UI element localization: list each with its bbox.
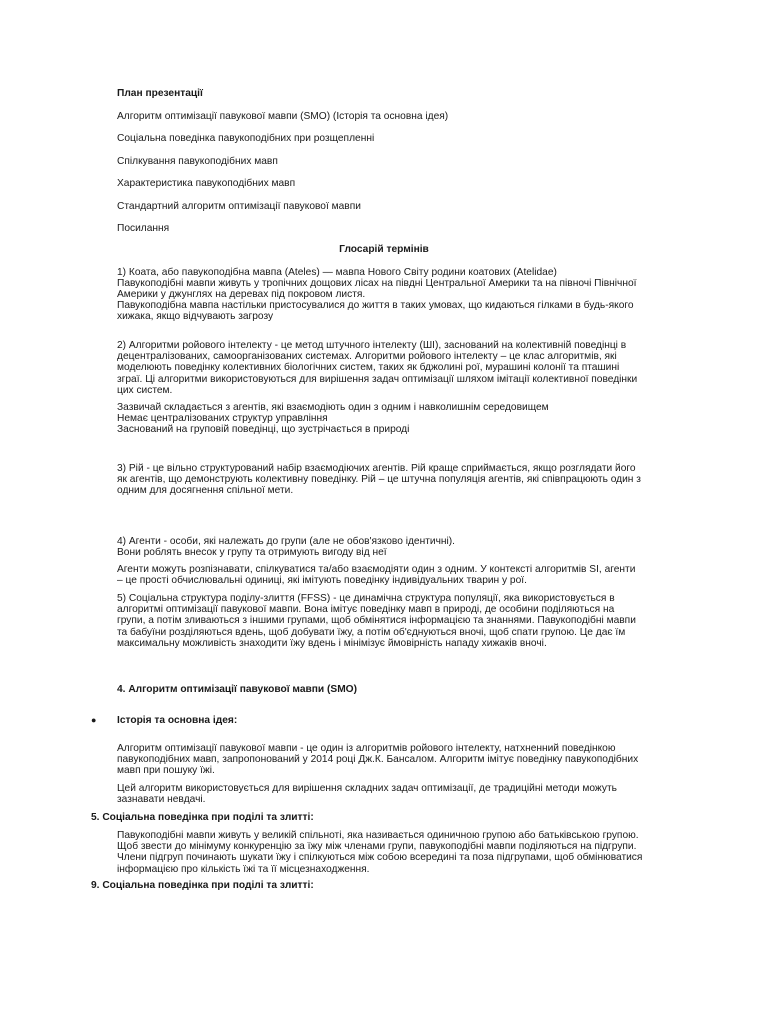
glossary-paragraph: 1) Коата, або павукоподібна мавпа (Ateles) — мавпа Нового Світу родини коатових (Atelidae) Павукоподібні мавпи живуть у тропічних дощових лісах на півдні Центральної Америки та на півночі Північної Америки у джунглях на деревах під покровом листя. [117,267,637,301]
plan-item: Характеристика павукоподібних мавп [117,178,296,189]
glossary-paragraph: Павукоподібна мавпа настільки пристосувалися до життя в таких умовах, що кидаються гілками в будь-якого хижака, якщо відчувають загрозу [117,300,634,323]
glossary-paragraph: 4) Агенти - особи, які належать до групи (але не обов'язково ідентичні). Вони роблять внесок у групу та отримують вигоду від неї [117,536,455,559]
plan-item: Стандартний алгоритм оптимізації павукової мавпи [117,201,361,212]
glossary-title: Глосарій термінів [339,244,429,255]
section-paragraph: Алгоритм оптимізації павукової мавпи - це один із алгоритмів ройового інтелекту, натхненний поведінкою павукоподібних мавп, запропонований у 2014 році Дж.К. Бансалом. Алгоритм імітує поведінку павукоподібних мавп при пошуку їжі. [117,743,639,777]
glossary-paragraph: 2) Алгоритми ройового інтелекту - це метод штучного інтелекту (ШІ), заснований на колективній поведінці в децентралізованих, самоорганізованих системах. Алгоритми ройового інтелекту – це клас алгоритмів, які моделюють поведінку колективних біологічних систем, таких як бджолині рої, мурашині колонії та пташині зграї. Ці алгоритми використовуються для вирішення задач оптимізації шляхом імітації колективної поведінки цих систем. [117,340,638,396]
section-heading: 9. Соціальна поведінка при поділі та злитті: [91,880,314,891]
section-heading: 4. Алгоритм оптимізації павукової мавпи (SMO) [117,684,358,695]
plan-title: План презентації [117,88,203,99]
glossary-paragraph: 5) Соціальна структура поділу-злиття (FFSS) - це динамічна структура популяції, яка використовується в алгоритмі оптимізації павукової мавпи. Вона імітує поведінку мавп в природі, де особини поділяються на групи, а потім зливаються з іншими групами, щоб обмінятися інформацією та знаннями. Павукоподібні мавпи та бабуїни розділяються вдень, щоб добувати їжу, а потім об'єднуються вночі, щоб спати групою. Це дає їм максимальну можливість знаходити їжу вдень і мінімізує ймовірність нападу хижаків вночі. [117,593,636,649]
glossary-paragraph: Зазвичай складається з агентів, які взаємодіють один з одним і навколишнім середовищем Немає централізованих структур управління Заснований на груповій поведінці, що зустрічається в природі [117,402,549,436]
bullet-icon: ● [91,715,97,725]
glossary-paragraph: 3) Рій - це вільно структурований набір взаємодіючих агентів. Рій краще сприймається, якщо розглядати його як агентів, що демонструють колективну поведінку. Рій – це штучна популяція агентів, які співпрацюють один з одним для досягнення спільної мети. [117,463,641,497]
section-paragraph: Цей алгоритм використовується для вирішення складних задач оптимізації, де традиційні методи можуть зазнавати невдачі. [117,783,617,806]
glossary-paragraph: Агенти можуть розпізнавати, спілкуватися та/або взаємодіяти один з одним. У контексті алгоритмів SI, агенти – це прості обчислювальні одиниці, які імітують поведінку індивідуальних тварин у рої. [117,564,636,587]
section-heading: 5. Соціальна поведінка при поділі та злитті: [91,812,314,823]
plan-item: Спілкування павукоподібних мавп [117,156,278,167]
section-paragraph: Павукоподібні мавпи живуть у великій спільноті, яка називається одиничною групою або батьківською групою. Щоб звести до мінімуму конкуренцію за їжу між членами групи, павукоподібні мавпи поділяються на підгрупи. Члени підгруп починають шукати їжу і спілкуються між собою всередині та поза підгрупами, щоб обмінюватися інформацією про кількість їжі та її місцезнаходження. [117,830,643,875]
plan-item: Алгоритм оптимізації павукової мавпи (SMO) (Історія та основна ідея) [117,111,449,122]
bullet-label: Історія та основна ідея: [117,715,238,726]
plan-item: Соціальна поведінка павукоподібних при розщепленні [117,133,375,144]
plan-item: Посилання [117,223,170,234]
